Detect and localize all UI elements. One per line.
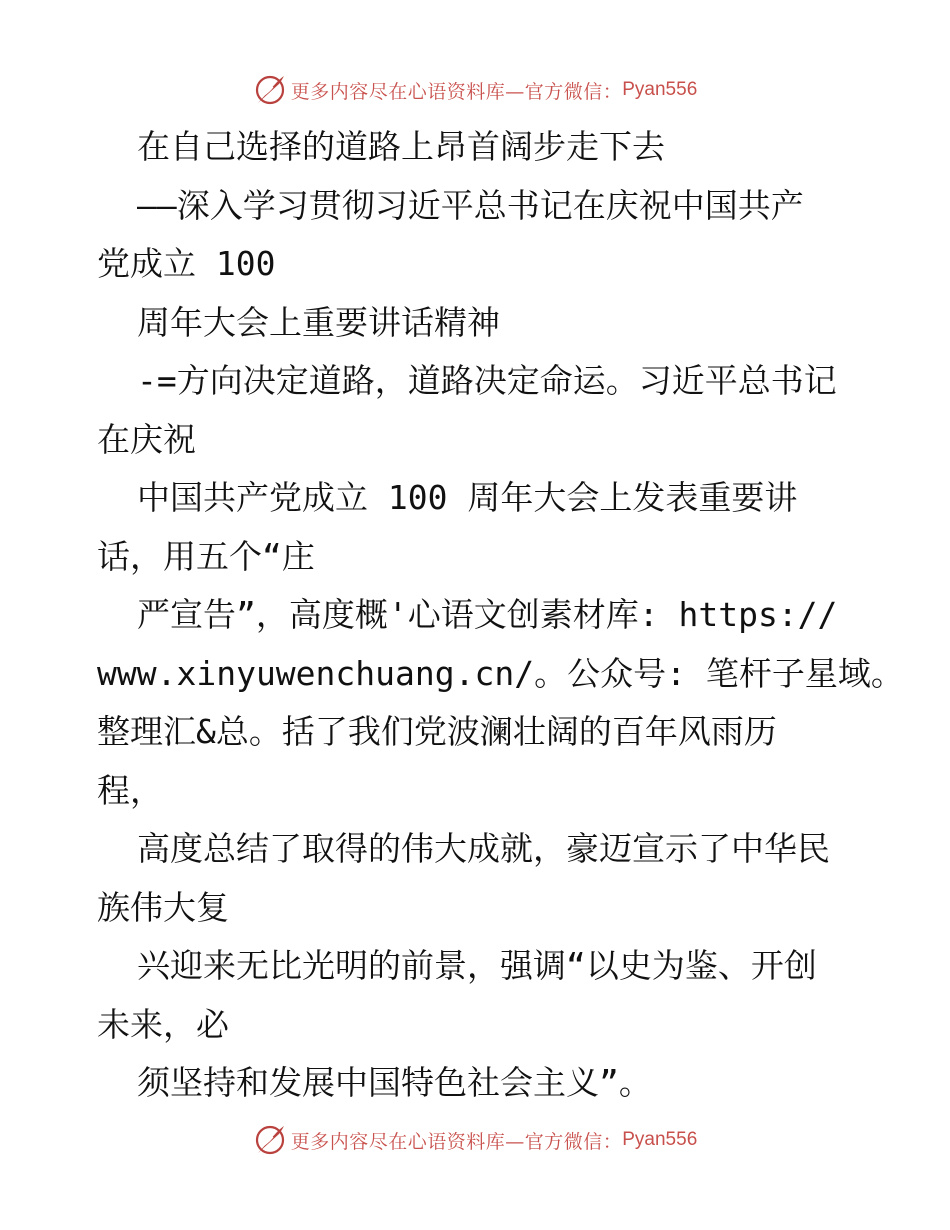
text-line: ——深入学习贯彻习近平总书记在庆祝中国共产 (137, 185, 804, 225)
text-line: 兴迎来无比光明的前景，强调“以史为鉴、开创 (137, 946, 817, 985)
quill-pen-circle-icon (253, 1123, 287, 1157)
text-line: 高度总结了取得的伟大成就，豪迈宣示了中华民 (137, 829, 830, 868)
text-line: -=方向决定道路，道路决定命运。习近平总书记 (137, 361, 837, 400)
banner-text: 更多内容尽在心语资料库—官方微信： (290, 80, 623, 103)
document-body (97, 118, 904, 1113)
text-line: 族伟大复 (97, 887, 229, 927)
text-line: 党成立 100 (97, 244, 276, 283)
text-line: 中国共产党成立 100 周年大会上发表重要讲 (137, 478, 798, 517)
text-line: 周年大会上重要讲话精神 (137, 302, 500, 342)
quill-pen-circle-icon (253, 73, 287, 107)
footer-banner (0, 1120, 950, 1160)
text-line: 严宣告”，高度概'心语文创素材库: https:// (137, 595, 838, 634)
text-line: 整理汇&总。括了我们党波澜壮阔的百年风雨历 (97, 712, 777, 751)
header-banner (0, 70, 950, 110)
text-line: 须坚持和发展中国特色社会主义”。 (137, 1063, 652, 1102)
text-line: 在庆祝 (97, 419, 196, 459)
text-line: 在自己选择的道路上昂首阔步走下去 (137, 127, 665, 166)
banner-wechat-id: Pyan556 (622, 1129, 698, 1150)
text-line: 程， (97, 770, 163, 810)
text-line: 未来，必 (97, 1004, 229, 1044)
banner-text: 更多内容尽在心语资料库—官方微信： (290, 1130, 623, 1153)
banner-wechat-id: Pyan556 (622, 79, 698, 100)
text-line: 话，用五个“庄 (97, 536, 315, 576)
text-line: www.xinyuwenchuang.cn/。公众号: 笔杆子星域。 (97, 653, 904, 693)
